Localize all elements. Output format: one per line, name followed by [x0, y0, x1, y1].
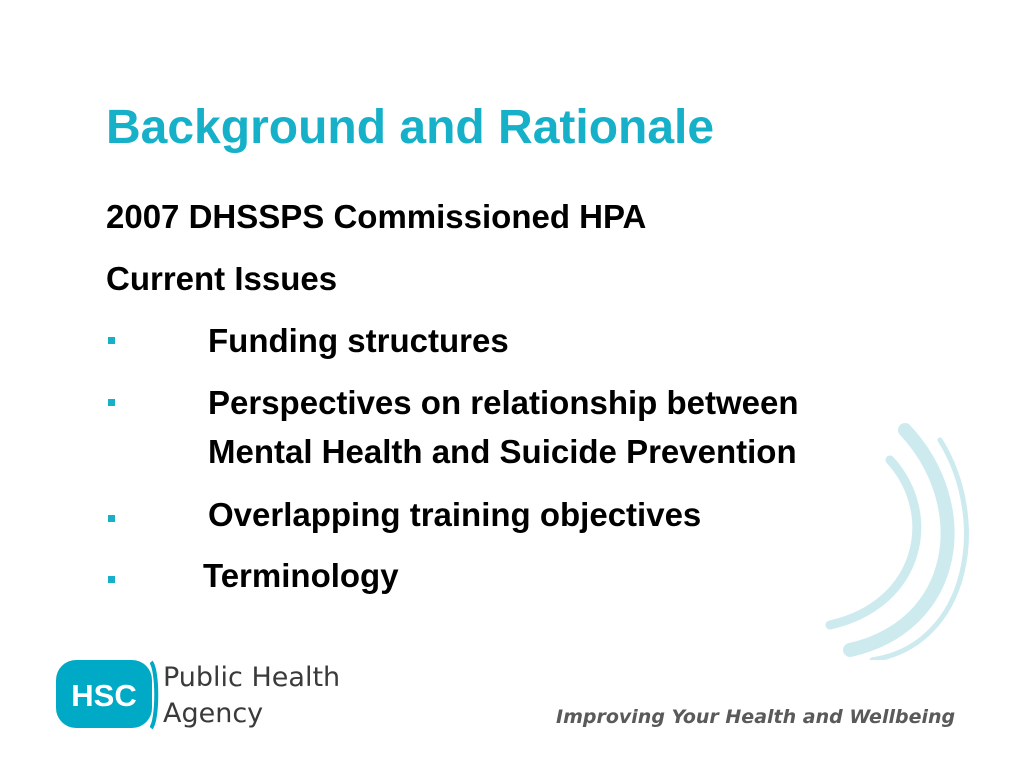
logo-bracket-icon: [150, 660, 160, 730]
bullet-item-continuation: Mental Health and Suicide Prevention: [208, 433, 797, 470]
bullet-item: Funding structures: [208, 322, 509, 359]
intro-line: 2007 DHSSPS Commissioned HPA: [106, 198, 647, 235]
logo-text: HSC: [71, 678, 137, 713]
bullet-item: Overlapping training objectives: [208, 496, 702, 533]
square-bullet-icon: [108, 515, 115, 522]
square-bullet-icon: [108, 337, 115, 344]
bullet-item: Perspectives on relationship between: [208, 384, 799, 421]
org-name-line1: Public Health: [163, 662, 341, 693]
swoosh-graphic-icon: [810, 410, 970, 660]
slide-title: Background and Rationale: [106, 101, 715, 154]
square-bullet-icon: [108, 576, 115, 583]
square-bullet-icon: [108, 399, 115, 406]
bullet-item: Terminology: [203, 557, 399, 594]
tagline: Improving Your Health and Wellbeing: [556, 706, 956, 728]
org-name-line2: Agency: [163, 698, 264, 729]
section-heading: Current Issues: [106, 260, 338, 297]
